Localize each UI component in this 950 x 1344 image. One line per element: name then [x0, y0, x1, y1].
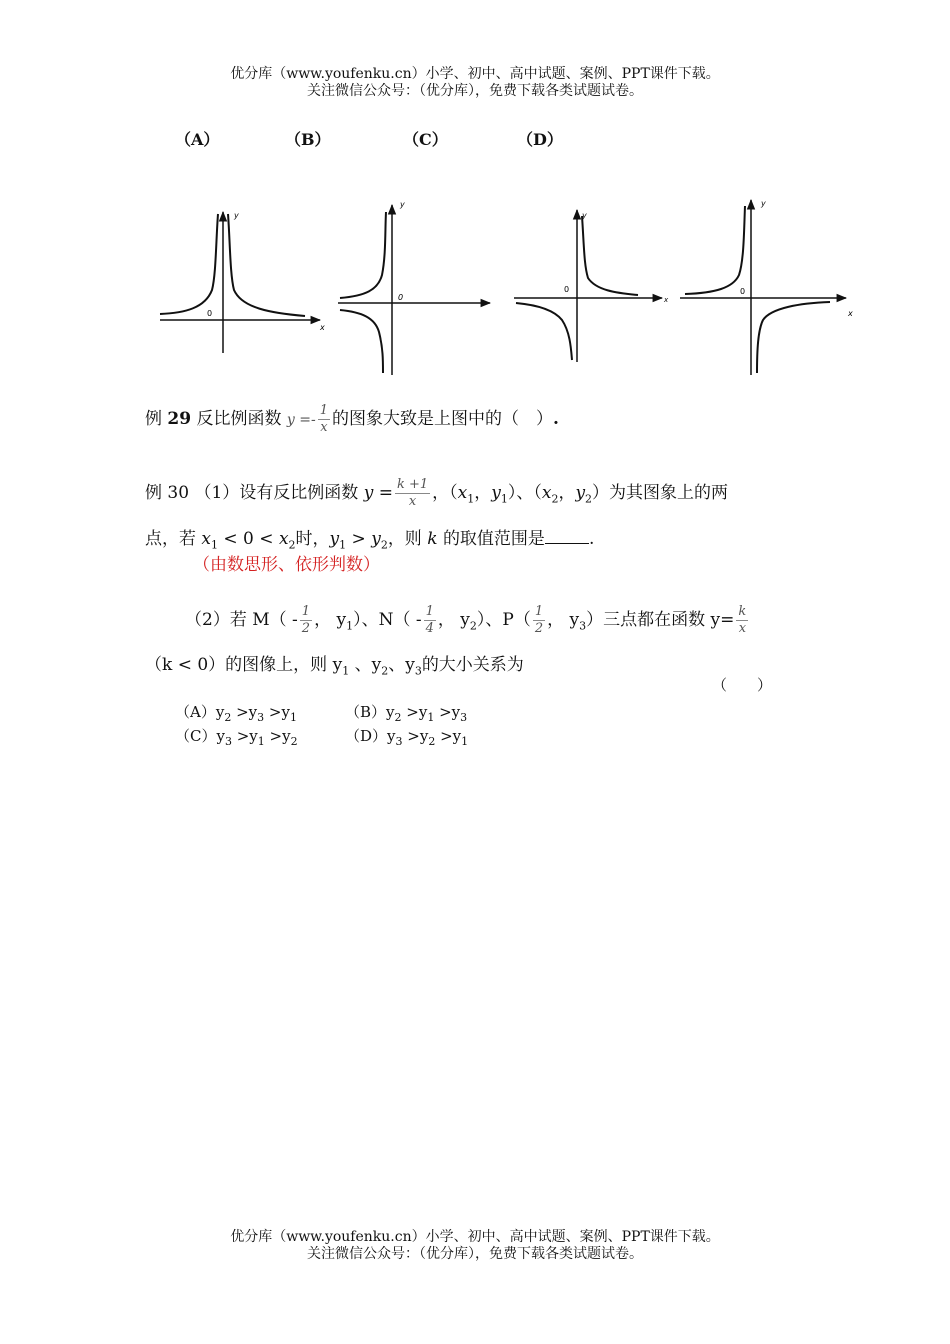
graph-c-x-label: x [664, 296, 669, 304]
ex30-label: 例 30 [145, 483, 190, 503]
ex29-dot: . [553, 409, 559, 429]
graph-d-y-label: y [761, 199, 766, 208]
choice-b: $(B)y_2 >y_1 >y_3$ [345, 703, 468, 724]
example-30-part-2-line-1: （2）若 M（ - $\frac{1}{2}$ ， $y_1$）、N（ - $\frac{1}{4}$ ， $y_2$）、P（ $\frac{1}{2}$ ， $y_3$）三点都在函数 y= $\frac{k}{x}$ [185, 604, 747, 636]
graph-c-y-label: y [582, 211, 587, 220]
answer-blank [545, 529, 589, 544]
graph-c-origin: 0 [564, 285, 570, 294]
graph-b [338, 200, 490, 375]
choice-d: $(D)y_3 >y_2 >y_1$ [345, 727, 469, 748]
graph-d-x-label: x [848, 309, 853, 318]
footer-line-2: 关注微信公众号：（优分库），免费下载各类试题试卷。 [307, 1246, 643, 1262]
option-d: （D） [517, 130, 563, 149]
hint-text: （由数思形、依形判数） [193, 555, 380, 575]
graph-a-x-label: x [320, 323, 325, 332]
fraction-k-x: $\frac{k}{x}$ [738, 604, 747, 636]
header-line-1: 优分库（www.youfenku.cn）小学、初中、高中试题、案例、PPT课件下载。 [230, 66, 720, 82]
example-29 [145, 403, 559, 436]
fraction-neg-half: $\frac{1}{2}$ [301, 604, 311, 636]
option-c: （C） [403, 130, 448, 149]
graph-c [514, 210, 669, 362]
ex29-text-2: 的图象大致是上图中的（ ） [332, 409, 553, 429]
fraction-neg-quarter: $\frac{1}{4}$ [425, 604, 434, 636]
footer [0, 1229, 950, 1263]
ex29-label: 例 [145, 409, 162, 429]
answer-paren: （ ） [712, 676, 773, 694]
ex29-fraction: $\frac{1}{x}$ [319, 403, 328, 435]
header [0, 66, 950, 100]
option-b: （B） [285, 130, 331, 149]
ex30-fraction-k1-x: $\frac{k +1}{x}$ [396, 477, 429, 509]
example-30-part-1-line-2: 点，若 $x_1 < 0 < x_2$时，$y_1 > y_2$，则 k 的取值范围是 . [145, 529, 595, 552]
ex29-y-eq: y =- [286, 412, 316, 428]
fraction-half: $\frac{1}{2}$ [534, 604, 544, 636]
ex29-number: 29 [167, 409, 192, 429]
graph-b-origin: 0 [398, 293, 404, 302]
ex29-text-1: 反比例函数 [196, 409, 282, 429]
hyperbola-graphs [150, 190, 870, 385]
header-line-2: 关注微信公众号：（优分库），免费下载各类试题试卷。 [307, 83, 643, 99]
example-30-part-1-line-1: 例 30 （1）设有反比例函数 y = $\frac{k +1}{x}$ ，（$x_1$，$y_1$）、（$x_2$，$y_2$）为其图象上的两 [145, 477, 729, 509]
graph-d [680, 199, 853, 375]
footer-line-1: 优分库（www.youfenku.cn）小学、初中、高中试题、案例、PPT课件下载。 [230, 1229, 720, 1245]
choice-a: $(A)y_2 >y_3 >y_1$ [175, 703, 297, 724]
graph-b-y-label: y [400, 200, 405, 209]
graph-a-y-label: y [234, 211, 239, 220]
choice-c: $(C)y_3 >y_1 >y_2$ [175, 727, 298, 748]
example-30-part-2-line-2: （k < 0）的图像上，则 $y_1$ 、$y_2$、$y_3$的大小关系为 [145, 655, 524, 678]
graph-a [160, 211, 325, 353]
option-a: （A） [175, 130, 220, 149]
graph-d-origin: 0 [740, 287, 746, 296]
graph-a-origin: 0 [207, 309, 213, 318]
